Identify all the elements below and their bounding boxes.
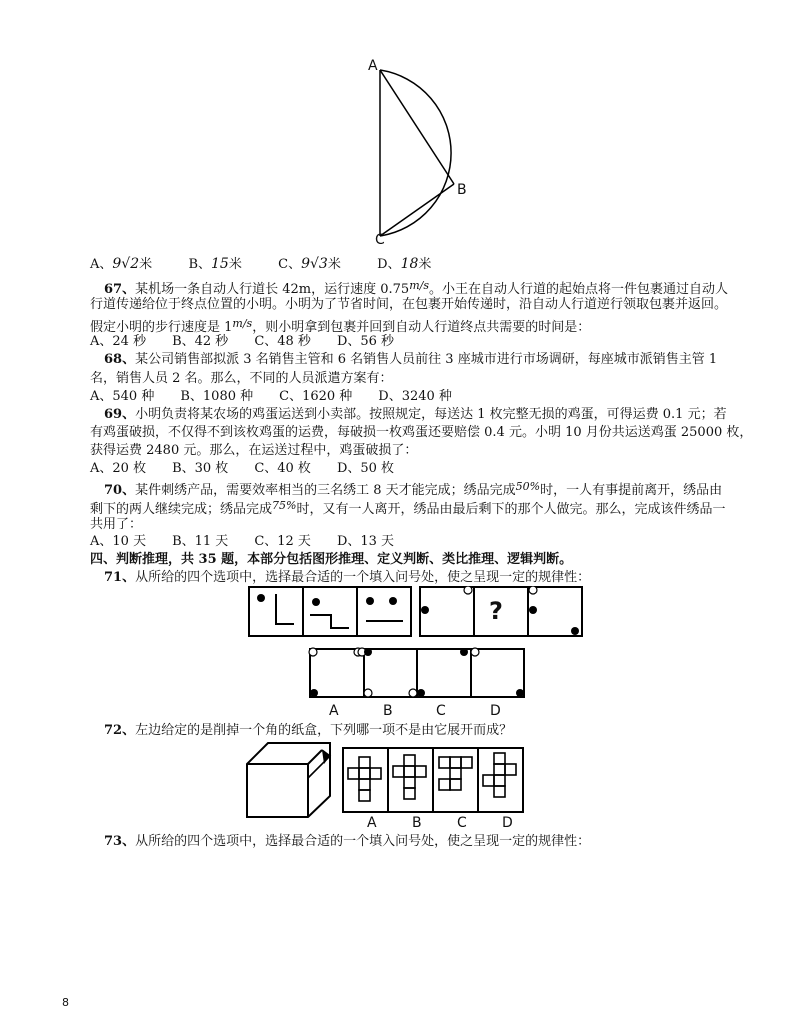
q68-option-d[interactable]: D、3240 种 (378, 389, 452, 404)
q68-option-c[interactable]: C、1620 种 (279, 389, 353, 404)
q69-number: 69、 (104, 407, 136, 422)
q69-line-2: 有鸡蛋破损，不仅得不到该枚鸡蛋的运费，每破损一枚鸡蛋还要赔偿 0.4 元。小明 10 月份共运送鸡蛋 25000 枚， (90, 425, 753, 440)
q67-number: 67、 (104, 282, 136, 297)
q67-option-c[interactable]: C、48 秒 (254, 334, 311, 349)
q69-line-3: 获得运费 2480 元。那么，在运送过程中，鸡蛋破损了： (90, 443, 418, 458)
q71-option-a-label[interactable]: A (329, 703, 339, 719)
q71-number: 71、 (104, 570, 136, 585)
q71-question-mark: ? (489, 597, 503, 625)
q68-line-1: 68、某公司销售部拟派 3 名销售主管和 6 名销售人员前往 3 座城市进行市场调研，每座城市派销售主管 1 (104, 352, 718, 367)
q71-option-d-label[interactable]: D (490, 703, 501, 719)
q69-options (90, 460, 420, 478)
q66-options (90, 255, 431, 274)
q70-line-1: 70、某件刺绣产品，需要效率相当的三名绣工 8 天才能完成；绣品完成$^{50\%}$时，一人有事提前离开，绣品由 (104, 480, 723, 498)
point-a-label: A (368, 58, 378, 74)
q70-number: 70、 (104, 483, 136, 498)
q73-line: 73、从所给的四个选项中，选择最合适的一个填入问号处，使之呈现一定的规律性： (104, 834, 591, 849)
q69-option-c[interactable]: C、40 枚 (254, 461, 311, 476)
q72-option-c-label[interactable]: C (457, 815, 467, 831)
q66-option-a[interactable]: A、9√2米 (90, 256, 153, 272)
q69-option-b[interactable]: B、30 枚 (172, 461, 229, 476)
q70-option-d[interactable]: D、13 天 (336, 534, 395, 549)
point-b-label: B (457, 182, 467, 198)
q67-option-a[interactable]: A、24 秒 (90, 334, 147, 349)
point-c-label: C (375, 232, 385, 248)
q70-option-a[interactable]: A、10 天 (90, 534, 147, 549)
q66-semicircle-figure (360, 58, 480, 248)
q67-option-b[interactable]: B、42 秒 (172, 334, 229, 349)
q72-nets-figure[interactable] (342, 747, 524, 813)
q72-option-a-label[interactable]: A (367, 815, 377, 831)
q70-line-3: 共用了： (90, 517, 143, 532)
q67-line-3: 假定小明的步行速度是 $1^{m/s}$，则小明拿到包裹并回到自动人行道终点共需要的时间是： (90, 317, 591, 335)
q67-options (90, 333, 420, 351)
q67-line-2: 行道传递给位于终点位置的小明。小明为了节省时间，在包裹开始传递时，沿自动人行道逆行领取包裹并返回。 (90, 297, 728, 312)
q70-line-2: 剩下的两人继续完成；绣品完成$^{75\%}$时，又有一人离开，绣品由最后剩下的那个人做完。那么，完成该件绣品一 (90, 499, 726, 517)
q68-options (90, 388, 478, 406)
q72-line: 72、左边给定的是削掉一个角的纸盒，下列哪一项不是由它展开而成？ (104, 723, 513, 738)
section-4-heading: 四、判断推理，共 35 题，本部分包括图形推理、定义判断、类比推理、逻辑判断。 (90, 552, 573, 567)
q68-option-a[interactable]: A、540 种 (90, 389, 155, 404)
q72-number: 72、 (104, 723, 136, 738)
q72-cut-cube-figure (244, 740, 334, 820)
q71-line: 71、从所给的四个选项中，选择最合适的一个填入问号处，使之呈现一定的规律性： (104, 570, 591, 585)
q68-number: 68、 (104, 352, 136, 367)
q71-option-c-label[interactable]: C (436, 703, 446, 719)
q66-option-b[interactable]: B、15米 (188, 256, 242, 272)
q72-option-d-label[interactable]: D (502, 815, 513, 831)
q66-option-c[interactable]: C、9√3米 (278, 256, 341, 272)
page-number: 8 (62, 996, 69, 1009)
q70-option-b[interactable]: B、11 天 (172, 534, 229, 549)
q68-line-2: 名，销售人员 2 名。那么，不同的人员派遣方案有： (90, 371, 393, 386)
q69-option-a[interactable]: A、20 枚 (90, 461, 147, 476)
q69-line-1: 69、小明负责将某农场的鸡蛋运送到小卖部。按照规定，每送达 1 枚完整无损的鸡蛋，可得运费 0.1 元；若 (104, 407, 727, 422)
q70-option-c[interactable]: C、12 天 (254, 534, 311, 549)
q70-options (90, 533, 420, 551)
q66-option-d[interactable]: D、18米 (377, 256, 432, 272)
q73-number: 73、 (104, 834, 136, 849)
q69-option-d[interactable]: D、50 枚 (336, 461, 395, 476)
q71-option-b-label[interactable]: B (383, 703, 393, 719)
q72-option-b-label[interactable]: B (412, 815, 422, 831)
q67-line-1: 67、某机场一条自动人行道长 42m，运行速度 $0.75^{m/s}$。小王在自动人行道的起始点将一件包裹通过自动人 (104, 279, 728, 297)
q71-options-figure[interactable] (306, 645, 530, 701)
q68-option-b[interactable]: B、1080 种 (180, 389, 254, 404)
q67-option-d[interactable]: D、56 秒 (336, 334, 395, 349)
q71-question-row (248, 586, 588, 638)
